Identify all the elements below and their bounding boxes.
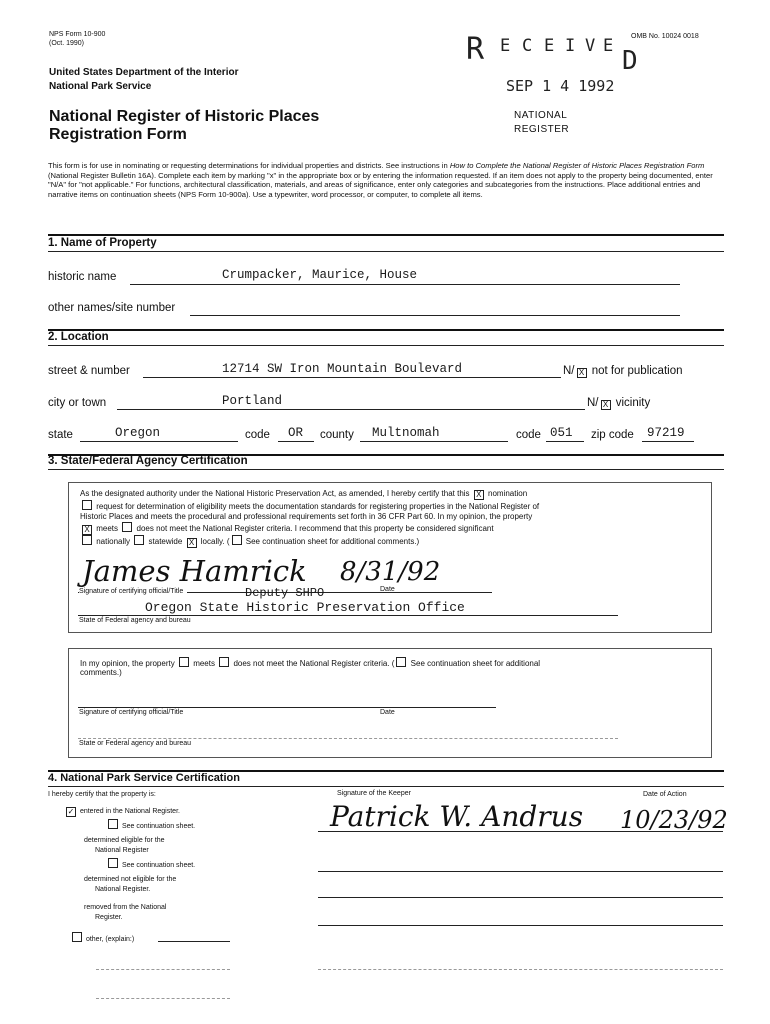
agency-label: State of Federal agency and bureau xyxy=(79,617,191,624)
stamp-letter: E xyxy=(500,36,511,56)
historic-name-label: historic name xyxy=(48,271,117,283)
removed-option-cont: Register. xyxy=(95,914,123,921)
signature-label-2: Signature of certifying official/Title xyxy=(79,709,184,716)
stamp-office-line2: REGISTER xyxy=(514,124,570,135)
divider xyxy=(48,345,724,346)
state-code-value[interactable]: OR xyxy=(288,426,304,440)
stamp-office-line1: NATIONAL xyxy=(514,110,568,121)
underline xyxy=(143,377,561,378)
street-label: street & number xyxy=(48,365,130,377)
certification-text: As the designated authority under the National Historic Preservation Act, as amended, I hereby certify that this X nomination request for determination of eligibility meets the documentation standards for registering properties in the National Register of Historic Places and meets the procedural and professional requirements set forth in 36 CFR Part 60. In my opinion, the property X meets does not meet the National Register criteria. I recommend that this property be considered significant nationally statewide X locally. ( See continuation sheet for additional comments.) xyxy=(80,489,540,548)
form-title-line2: Registration Form xyxy=(49,126,187,143)
underline xyxy=(96,969,230,970)
county-value[interactable]: Multnomah xyxy=(372,426,440,440)
signature-title[interactable]: Deputy SHPO xyxy=(245,586,325,600)
divider xyxy=(48,234,724,236)
not-eligible-option-cont: National Register. xyxy=(95,886,151,893)
form-date: (Oct. 1990) xyxy=(49,40,85,47)
underline xyxy=(130,284,680,285)
action-date-value: 10/23/92 xyxy=(620,806,728,834)
request-checkbox[interactable] xyxy=(82,500,92,510)
not-for-publication-checkbox[interactable]: X xyxy=(577,368,587,378)
signature-line-not-eligible xyxy=(318,897,723,898)
locally-checkbox[interactable]: X xyxy=(187,538,197,548)
nationally-checkbox[interactable] xyxy=(82,535,92,545)
certify-text: I hereby certify that the property is: xyxy=(48,791,156,798)
agency-line xyxy=(78,615,618,616)
opinion-meets-checkbox[interactable] xyxy=(179,657,189,667)
not-for-publication[interactable]: N/ X not for publication xyxy=(563,365,683,377)
keeper-signature: Patrick W. Andrus xyxy=(330,800,584,833)
section-2-heading: 2. Location xyxy=(48,331,109,343)
agency-line-2 xyxy=(78,738,618,739)
see-continuation-1-checkbox[interactable] xyxy=(108,819,118,829)
section-4-heading: 4. National Park Service Certification xyxy=(48,772,240,784)
divider xyxy=(48,329,724,331)
signature-line-eligible xyxy=(318,871,723,872)
removed-option[interactable]: removed from the National xyxy=(84,904,167,911)
historic-name-value[interactable]: Crumpacker, Maurice, House xyxy=(222,268,418,282)
omb-number: OMB No. 10024 0018 xyxy=(631,33,699,40)
signature-line-other xyxy=(318,969,723,970)
city-value[interactable]: Portland xyxy=(222,394,283,408)
county-label: county xyxy=(320,429,354,441)
continuation-checkbox[interactable] xyxy=(232,535,242,545)
see-continuation-1[interactable]: See continuation sheet. xyxy=(106,819,195,830)
other-checkbox[interactable] xyxy=(72,932,82,942)
underline xyxy=(546,441,584,442)
service: National Park Service xyxy=(49,81,152,92)
action-date-label: Date of Action xyxy=(643,791,687,798)
signature-date: 8/31/92 xyxy=(340,557,441,587)
signature-line-2 xyxy=(78,707,496,708)
entered-option[interactable]: ✓ entered in the National Register. xyxy=(67,807,180,816)
does-not-meet-checkbox[interactable] xyxy=(122,522,132,532)
vicinity-checkbox[interactable]: X xyxy=(601,400,611,410)
eligible-option[interactable]: determined eligible for the xyxy=(84,837,165,844)
vicinity[interactable]: N/ X vicinity xyxy=(587,397,651,409)
date-label-2: Date xyxy=(380,709,395,716)
divider xyxy=(48,251,724,252)
keeper-label: Signature of the Keeper xyxy=(337,790,411,797)
nomination-checkbox[interactable]: X xyxy=(474,490,484,500)
instructions-paragraph: This form is for use in nominating or requesting determinations for individual properties and districts. See instructions in How to Complete the National Register of Historic Places Registration Form (National Register Bulletin 16A). Complete each item by marking "x" in the appropriate box or by entering the information requested. If an item does not apply to the property being documented, enter "N/A" for "not applicable." For functions, architectural classification, materials, and areas of significance, enter only categories and subcategories from the instructions. Place additional entries and narrative items on continuation sheets (NPS Form 10-900a). Use a typewriter, word processor, or computer, to complete all items. xyxy=(48,161,713,199)
opinion-text-cont: comments.) xyxy=(80,668,122,677)
department: United States Department of the Interior xyxy=(49,67,239,78)
keeper-signature-line xyxy=(318,831,723,832)
stamp-date: SEP 1 4 1992 xyxy=(506,77,615,95)
state-label: state xyxy=(48,429,73,441)
other-option[interactable]: other, (explain:) xyxy=(70,932,134,943)
form-title-line1: National Register of Historic Places xyxy=(49,108,320,125)
section-3-heading: 3. State/Federal Agency Certification xyxy=(48,455,248,467)
see-continuation-2-checkbox[interactable] xyxy=(108,858,118,868)
other-names-label: other names/site number xyxy=(48,302,176,314)
underline xyxy=(96,998,230,999)
zip-value[interactable]: 97219 xyxy=(647,426,685,440)
underline xyxy=(158,941,230,942)
stamp-letter-d: D xyxy=(622,46,638,76)
underline xyxy=(190,315,680,316)
stamp-letter: C xyxy=(522,36,533,56)
certifying-signature: James Hamrick xyxy=(82,554,307,588)
agency-value[interactable]: Oregon State Historic Preservation Office xyxy=(145,600,465,615)
statewide-checkbox[interactable] xyxy=(134,535,144,545)
divider xyxy=(48,786,724,787)
street-value[interactable]: 12714 SW Iron Mountain Boulevard xyxy=(222,362,463,376)
opinion-continuation-checkbox[interactable] xyxy=(396,657,406,667)
opinion-text: In my opinion, the property meets does not meet the National Register criteria. ( See continuation sheet for additional xyxy=(80,659,541,668)
county-code-value[interactable]: 051 xyxy=(550,426,573,440)
see-continuation-2[interactable]: See continuation sheet. xyxy=(106,858,195,869)
not-eligible-option[interactable]: determined not eligible for the xyxy=(84,876,177,883)
state-code-label: code xyxy=(245,429,270,441)
city-label: city or town xyxy=(48,397,107,409)
stamp-letter: V xyxy=(585,36,596,56)
state-value[interactable]: Oregon xyxy=(115,426,161,440)
underline xyxy=(642,441,694,442)
stamp-letter-r: R xyxy=(466,32,485,67)
stamp-letter: E xyxy=(544,36,555,56)
signature-label: Signature of certifying official/Title xyxy=(79,588,187,595)
underline xyxy=(278,441,314,442)
county-code-label: code xyxy=(516,429,541,441)
entered-checkbox[interactable]: ✓ xyxy=(67,807,75,816)
stamp-letter: I xyxy=(565,36,576,56)
zip-label: zip code xyxy=(591,429,634,441)
underline xyxy=(80,441,238,442)
eligible-option-cont: National Register xyxy=(95,847,149,854)
meets-checkbox[interactable]: X xyxy=(82,525,92,535)
date-label: Date xyxy=(380,586,395,593)
divider xyxy=(48,469,724,470)
section-1-heading: 1. Name of Property xyxy=(48,237,157,249)
agency-label-2: State or Federal agency and bureau xyxy=(79,740,192,747)
underline xyxy=(360,441,508,442)
signature-line-removed xyxy=(318,925,723,926)
underline xyxy=(117,409,585,410)
stamp-letter: E xyxy=(603,36,614,56)
opinion-does-not-meet-checkbox[interactable] xyxy=(219,657,229,667)
form-number: NPS Form 10-900 xyxy=(49,31,106,38)
